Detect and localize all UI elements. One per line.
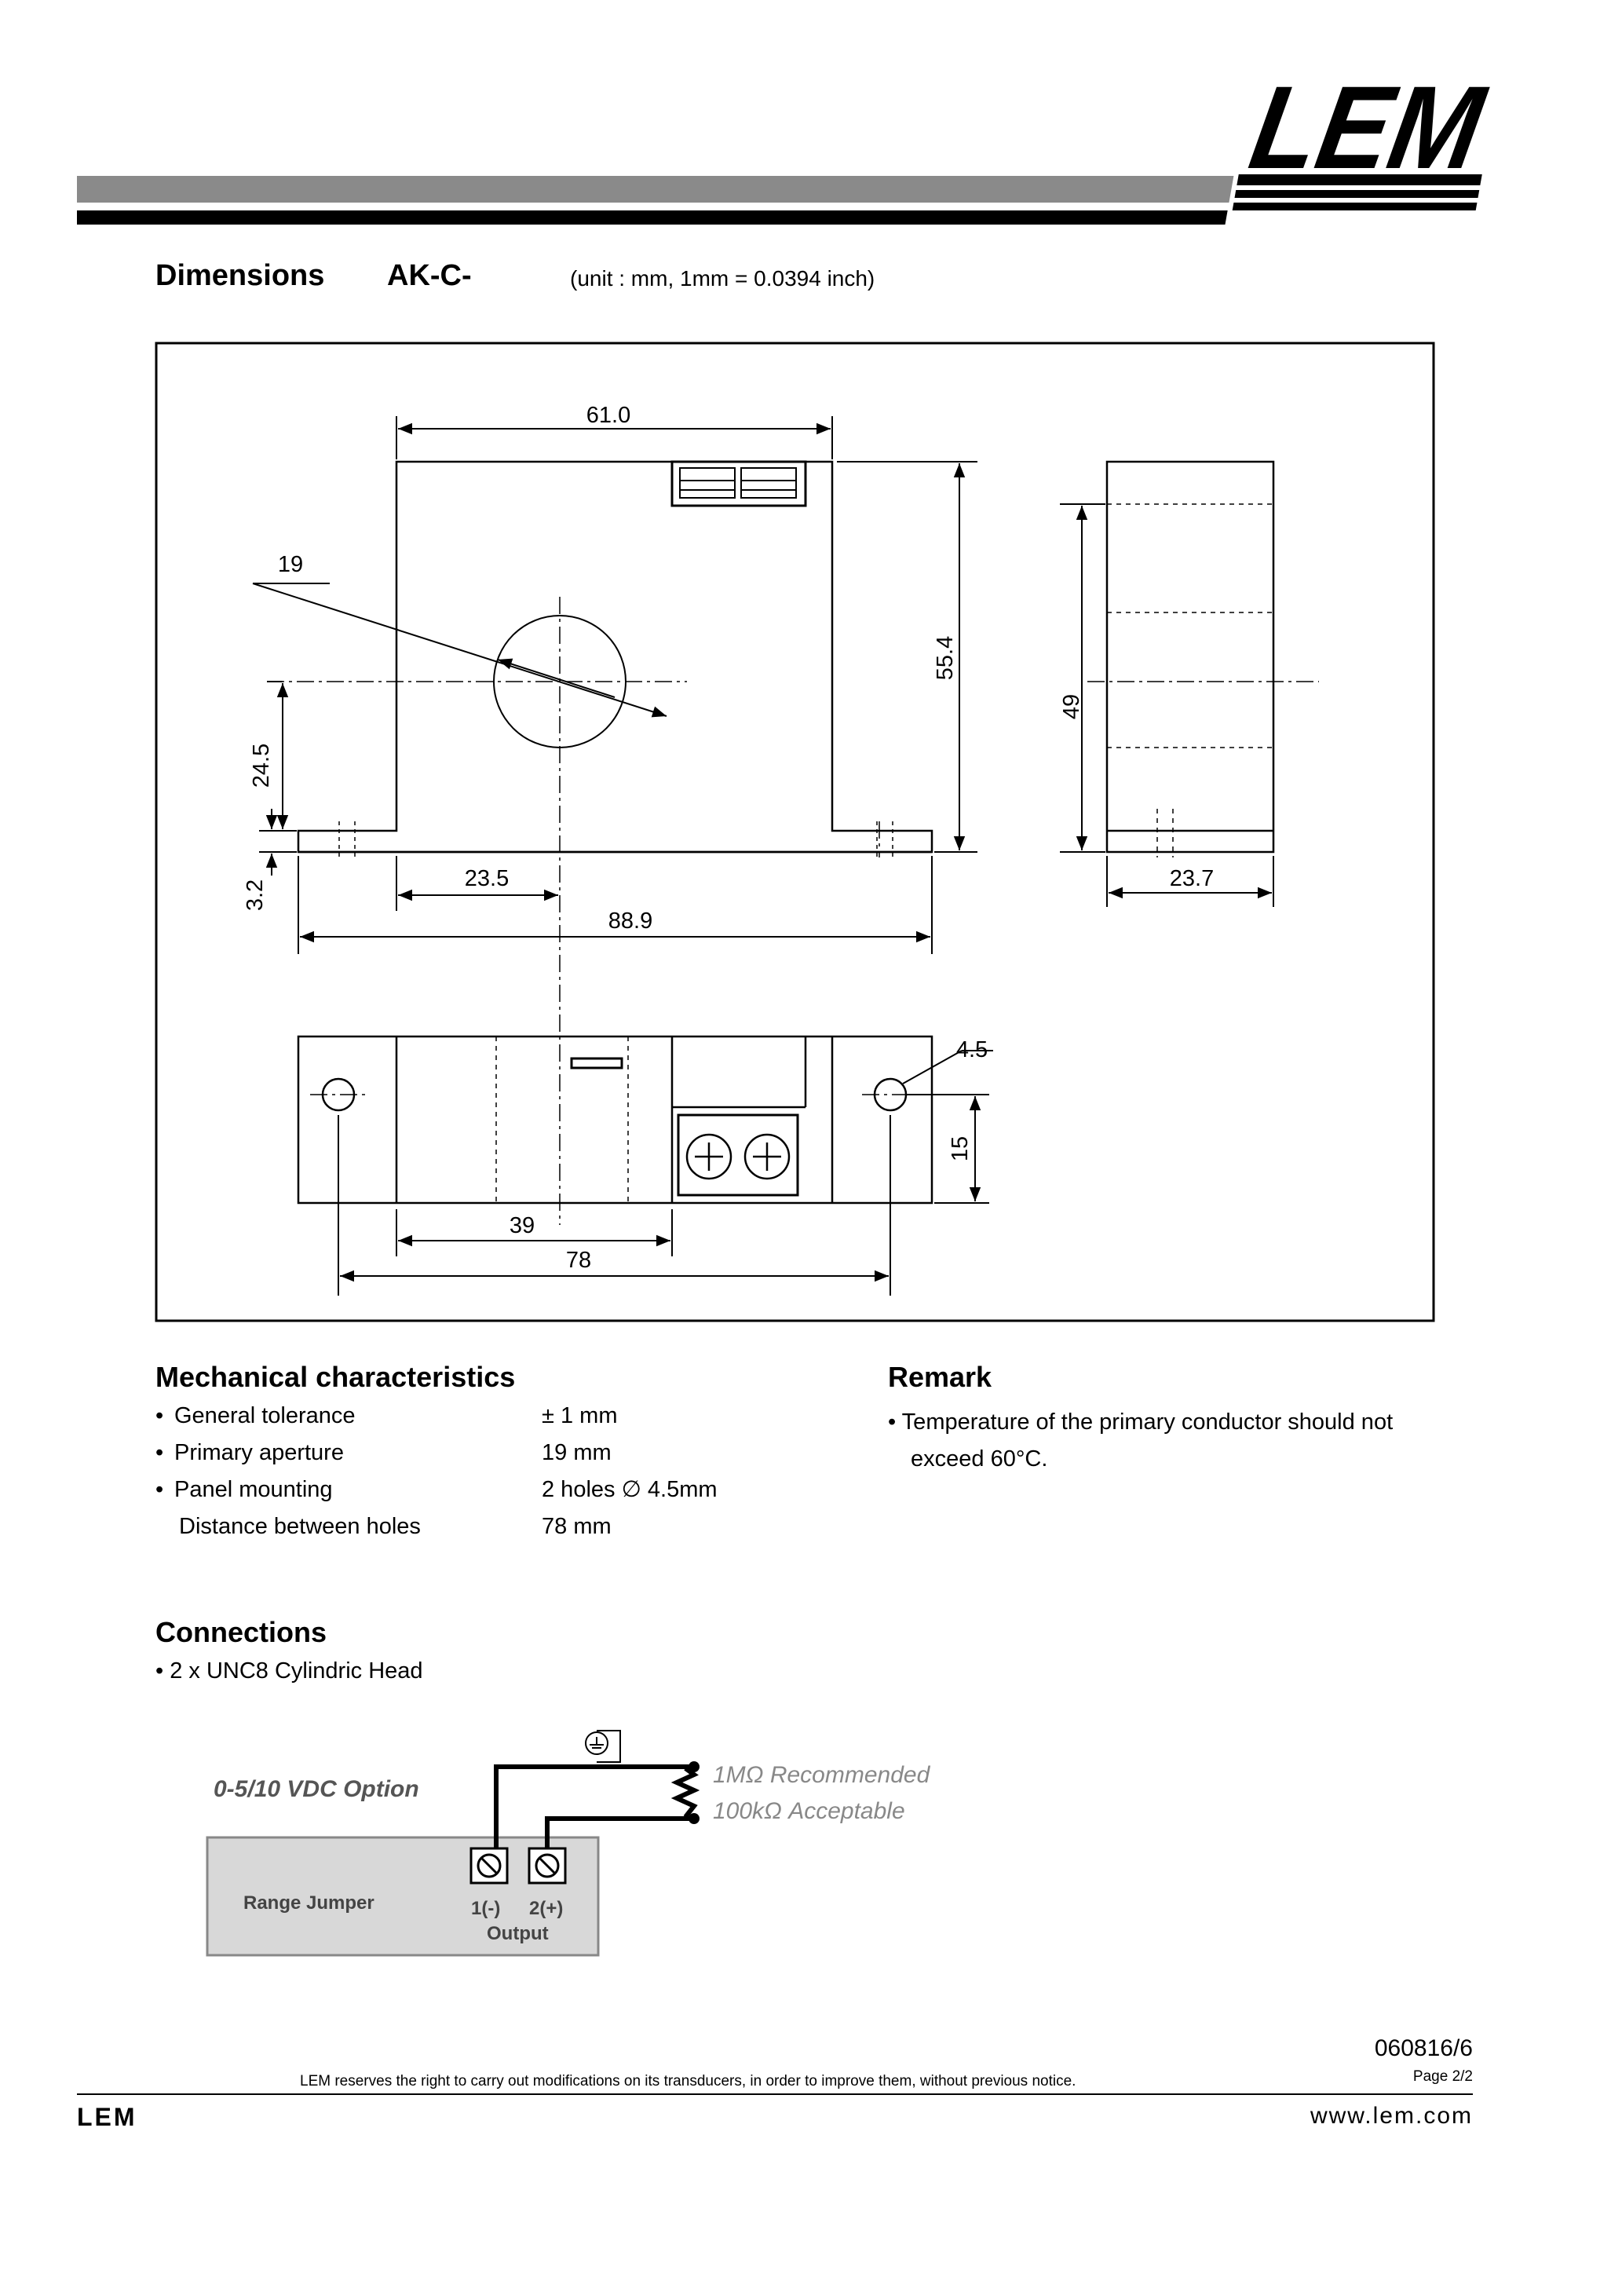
dim-hole-dia: 4.5 [955, 1037, 988, 1062]
dim-side-width: 23.7 [1169, 866, 1215, 891]
unit-note: (unit : mm, 1mm = 0.0394 inch) [570, 266, 875, 291]
dim-aperture: 19 [277, 552, 304, 577]
terminal-2-label: 2(+) [529, 1898, 564, 1919]
resistor-recommended: 1MΩ Recommended [713, 1762, 930, 1788]
doc-number: 060816/6 [1374, 2035, 1473, 2061]
website-link[interactable]: www.lem.com [1310, 2103, 1473, 2129]
list-item: • General tolerance ± 1 mm [155, 1398, 784, 1435]
page-number: Page 2/2 [1412, 2068, 1473, 2085]
dim-hole-distance: 78 [565, 1248, 592, 1273]
disclaimer: LEM reserves the right to carry out modifications on its transducers, in order to improve them, without previous notice. [300, 2073, 1076, 2089]
footer-divider [77, 2093, 1473, 2095]
connections-title: Connections [155, 1616, 327, 1648]
dimension-labels [243, 403, 1214, 1273]
footer-brand: LEM [77, 2103, 137, 2131]
remark-line-2: exceed 60°C. [911, 1446, 1048, 1472]
logo-text: LEM [1241, 62, 1514, 194]
mech-label: Panel mounting [174, 1477, 333, 1502]
mech-value: 19 mm [542, 1440, 612, 1465]
dim-height: 55.4 [933, 635, 958, 681]
dim-base-thickness: 3.2 [243, 879, 268, 912]
option-label: 0-5/10 VDC Option [214, 1776, 419, 1802]
remark-title: Remark [888, 1361, 992, 1393]
mech-label: Primary aperture [174, 1440, 344, 1465]
output-label: Output [487, 1923, 549, 1944]
dim-width-top: 61.0 [586, 403, 631, 428]
dim-overall-length: 88.9 [608, 909, 653, 934]
mech-value: ± 1 mm [542, 1403, 618, 1428]
remark-line-1: • Temperature of the primary conductor should not [888, 1409, 1394, 1435]
mechanical-list [155, 1398, 784, 1545]
page-title: Dimensions [155, 259, 325, 292]
dim-center-offset: 23.5 [464, 866, 510, 891]
top-view [298, 1036, 932, 1203]
dim-side-height: 49 [1059, 693, 1084, 720]
dim-depth: 15 [948, 1135, 973, 1162]
mechanical-title: Mechanical characteristics [155, 1361, 516, 1393]
list-item: • Primary aperture 19 mm [155, 1435, 784, 1472]
mech-label: General tolerance [174, 1403, 356, 1428]
mech-value: 78 mm [542, 1514, 612, 1539]
wiring-diagram [0, 1704, 1021, 1963]
dim-term-offset: 39 [509, 1213, 535, 1238]
list-item: • Panel mounting 2 holes ∅ 4.5mm [155, 1472, 784, 1508]
side-view [1087, 462, 1319, 857]
terminal-1-label: 1(-) [471, 1898, 501, 1919]
ground-icon [586, 1731, 620, 1762]
resistor-acceptable: 100kΩ Acceptable [713, 1798, 905, 1824]
dim-center-height: 24.5 [249, 743, 274, 788]
model-name: AK-C- [387, 259, 472, 292]
list-item [155, 1508, 784, 1545]
mech-value: 2 holes ∅ 4.5mm [542, 1477, 718, 1502]
mech-label: Distance between holes [179, 1514, 421, 1539]
connections-item: • 2 x UNC8 Cylindric Head [155, 1658, 423, 1684]
range-jumper-label: Range Jumper [243, 1892, 374, 1914]
